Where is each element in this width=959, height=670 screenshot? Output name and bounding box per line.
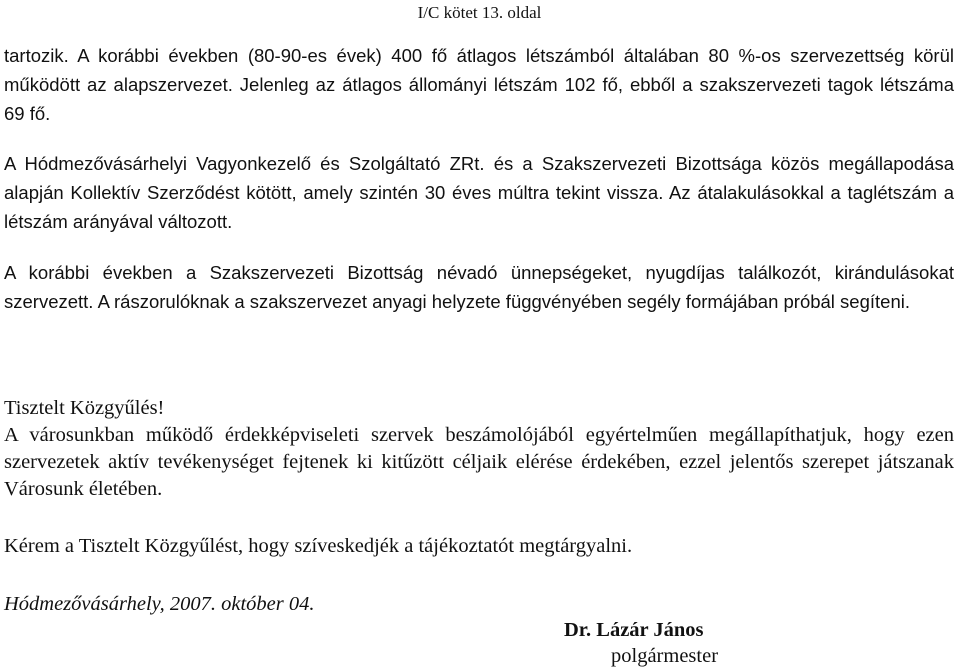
assembly-body: A városunkban működő érdekképviseleti szervek beszámolójából egyértelműen megállapíthatjuk, hogy ezen szervezetek aktív tevékenységet fejtenek ki kitűzött céljaik elérése érdekében, ezzel jelentős szerepet játszanak Városunk életében. xyxy=(4,424,954,500)
signer-name: Dr. Lázár János xyxy=(564,619,704,641)
page-header: I/C kötet 13. oldal xyxy=(417,3,542,22)
date-place: Hódmezővásárhely, 2007. október 04. xyxy=(4,593,315,615)
signer-title: polgármester xyxy=(611,645,719,667)
paragraph-request: Kérem a Tisztelt Közgyűlést, hogy szíveskedjék a tájékoztatót megtárgyalni. xyxy=(4,535,633,557)
paragraph-assembly xyxy=(4,395,954,503)
salutation: Tisztelt Közgyűlés! xyxy=(4,397,165,419)
paragraph-collective-agreement: A Hódmezővásárhelyi Vagyonkezelő és Szolgáltató ZRt. és a Szakszervezeti Bizottsága közös megállapodása alapján Kollektív Szerződést kötött, amely szintén 30 éves múltra tekint vissza. Az átalakulásokkal a taglétszám a létszám arányával változott. xyxy=(4,153,954,232)
paragraph-activities: A korábbi években a Szakszervezeti Bizottság névadó ünnepségeket, nyugdíjas találkozót, kirándulásokat szervezett. A rászorulóknak a szakszervezet anyagi helyzete függvényében segély formájában próbál segíteni. xyxy=(4,262,954,312)
paragraph-membership: tartozik. A korábbi években (80-90-es évek) 400 fő átlagos létszámból általában 80 %-os szervezettség körül működött az alapszervezet. Jelenleg az átlagos állományi létszám 102 fő, ebből a szakszervezeti tagok létszáma 69 fő. xyxy=(4,45,954,124)
